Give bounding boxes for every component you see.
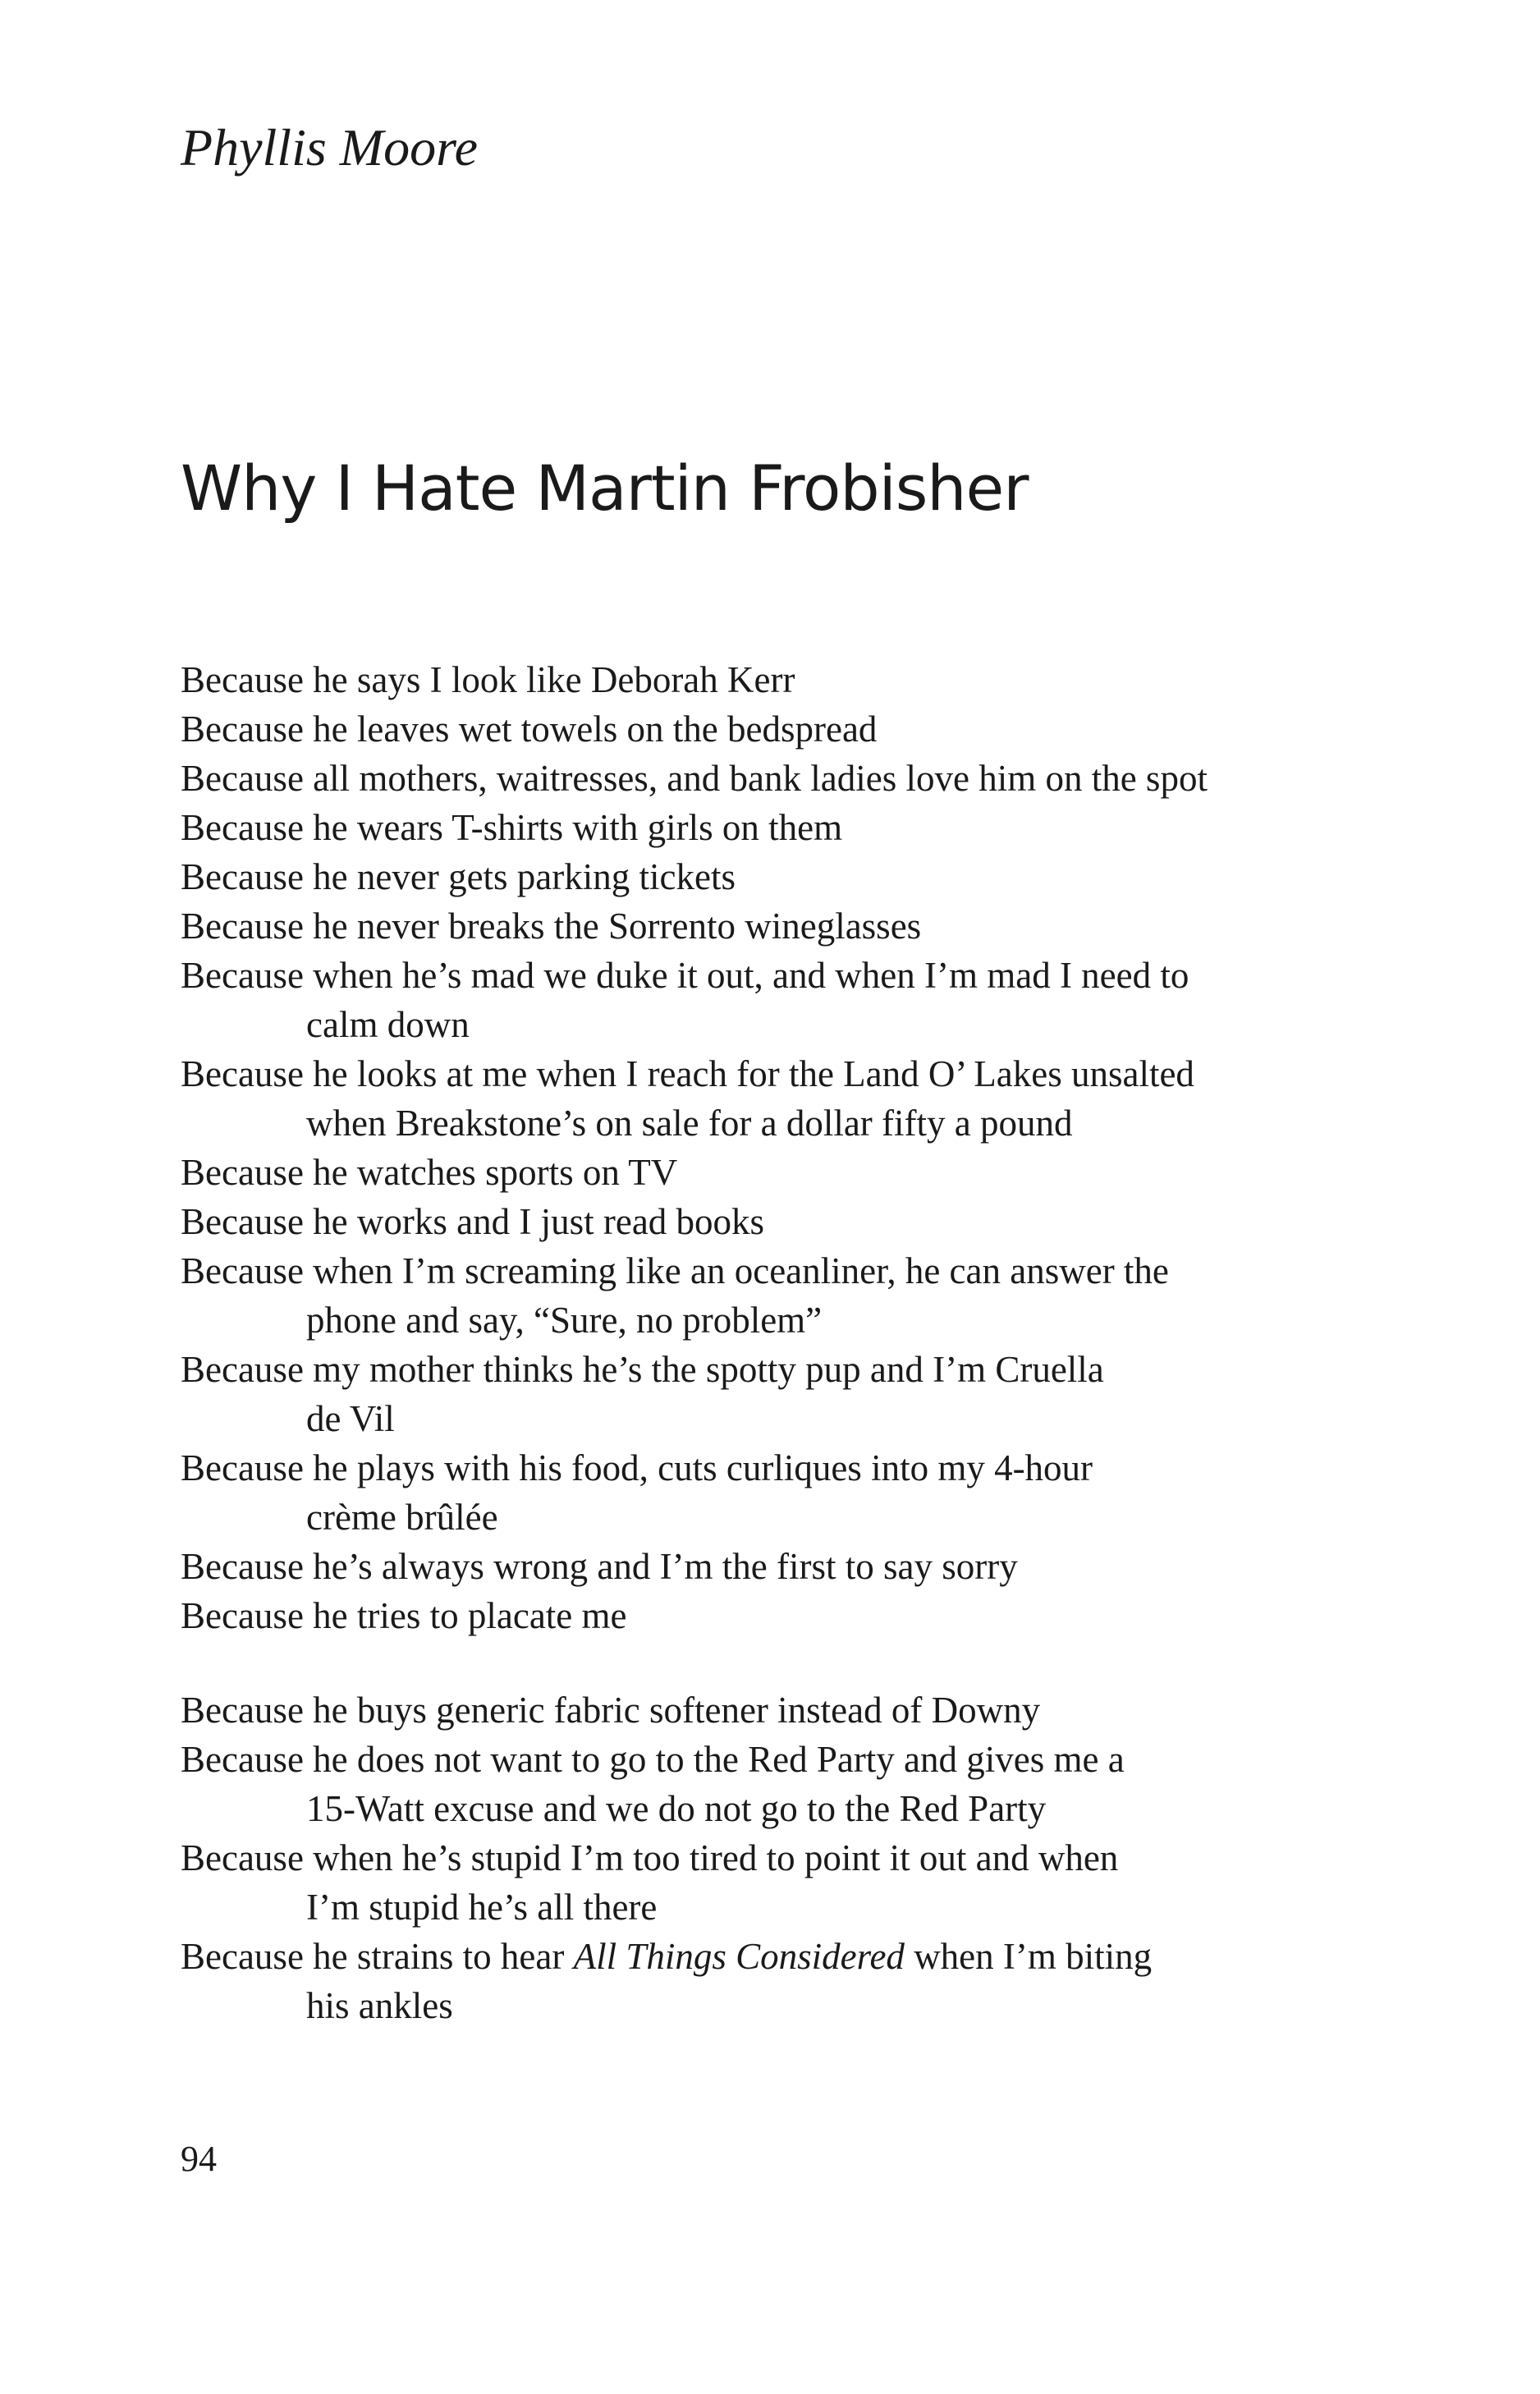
poem-line: [181, 803, 1396, 852]
poem-line-text: Because when he’s mad we duke it out, and when I’m mad I need to: [181, 955, 1189, 996]
poem-line-continuation: 15-Watt excuse and we do not go to the Red Party: [306, 1788, 1047, 1829]
poem-line: [181, 1049, 1396, 1148]
poem-line-text: Because he leaves wet towels on the bedspread: [181, 709, 878, 750]
poem-line-text: Because he buys generic fabric softener instead of Downy: [181, 1690, 1041, 1731]
poem-line-text: Because he works and I just read books: [181, 1201, 765, 1242]
poem-line-text: Because when I’m screaming like an oceanliner, he can answer the: [181, 1250, 1169, 1291]
poem-body: [181, 655, 1396, 2030]
poem-line-continuation: his ankles: [306, 1985, 453, 2026]
stanza: [181, 1685, 1396, 2030]
poem-line: [181, 1345, 1396, 1443]
poem-line: [181, 901, 1396, 951]
poem-line-italic-title: All Things Considered: [573, 1936, 905, 1977]
poem-line-continuation: calm down: [306, 1004, 470, 1045]
stanza: [181, 655, 1396, 1640]
poem-line: [181, 1685, 1396, 1735]
poem-line-text: Because all mothers, waitresses, and bank ladies love him on the spot: [181, 758, 1208, 799]
poem-line-text: Because he plays with his food, cuts curliques into my 4-hour: [181, 1447, 1093, 1488]
poem-line-text: Because he tries to placate me: [181, 1595, 627, 1636]
poem-line: [181, 1542, 1396, 1591]
poem-line-text-after: when I’m biting: [904, 1936, 1153, 1977]
poem-line: [181, 1591, 1396, 1640]
poem-line-text: Because he strains to hear: [181, 1936, 574, 1977]
poem-line: [181, 754, 1396, 803]
poem-line-continuation: when Breakstone’s on sale for a dollar fifty a pound: [306, 1103, 1073, 1144]
poem-line: [181, 852, 1396, 901]
poem-line: [181, 704, 1396, 754]
poem-line-text: Because he does not want to go to the Red Party and gives me a: [181, 1739, 1125, 1780]
poem-line-text: Because he’s always wrong and I’m the first to say sorry: [181, 1546, 1018, 1587]
poem-line: [181, 1246, 1396, 1345]
poem-line: [181, 1932, 1396, 2030]
poem-line: [181, 655, 1396, 704]
poem-line-text: Because my mother thinks he’s the spotty pup and I’m Cruella: [181, 1349, 1104, 1390]
poem-line-continuation: crème brûlée: [306, 1497, 498, 1538]
poem-line-continuation: de Vil: [306, 1398, 395, 1439]
poem-line-text: Because he never breaks the Sorrento wineglasses: [181, 906, 922, 947]
page-number: 94: [181, 2139, 217, 2179]
poem-line-continuation: phone and say, “Sure, no problem”: [306, 1300, 823, 1341]
poem-line-text: Because he watches sports on TV: [181, 1152, 678, 1193]
running-header-author: Phyllis Moore: [181, 118, 478, 177]
poem-line-text: Because he wears T-shirts with girls on them: [181, 807, 843, 848]
poem-line: [181, 1148, 1396, 1197]
poem-line: [181, 1443, 1396, 1542]
poem-line-text: Because he looks at me when I reach for the Land O’ Lakes unsalted: [181, 1053, 1194, 1094]
poem-line-continuation: I’m stupid he’s all there: [306, 1887, 658, 1928]
poem-line: [181, 1197, 1396, 1246]
poem-line-text: Because he never gets parking tickets: [181, 856, 736, 897]
poem-title: Why I Hate Martin Frobisher: [181, 452, 1029, 525]
poem-line-text: Because when he’s stupid I’m too tired to point it out and when: [181, 1837, 1119, 1878]
poem-line: [181, 951, 1396, 1049]
poem-line: [181, 1833, 1396, 1932]
poem-line-text: Because he says I look like Deborah Kerr: [181, 659, 795, 700]
poem-line: [181, 1735, 1396, 1833]
